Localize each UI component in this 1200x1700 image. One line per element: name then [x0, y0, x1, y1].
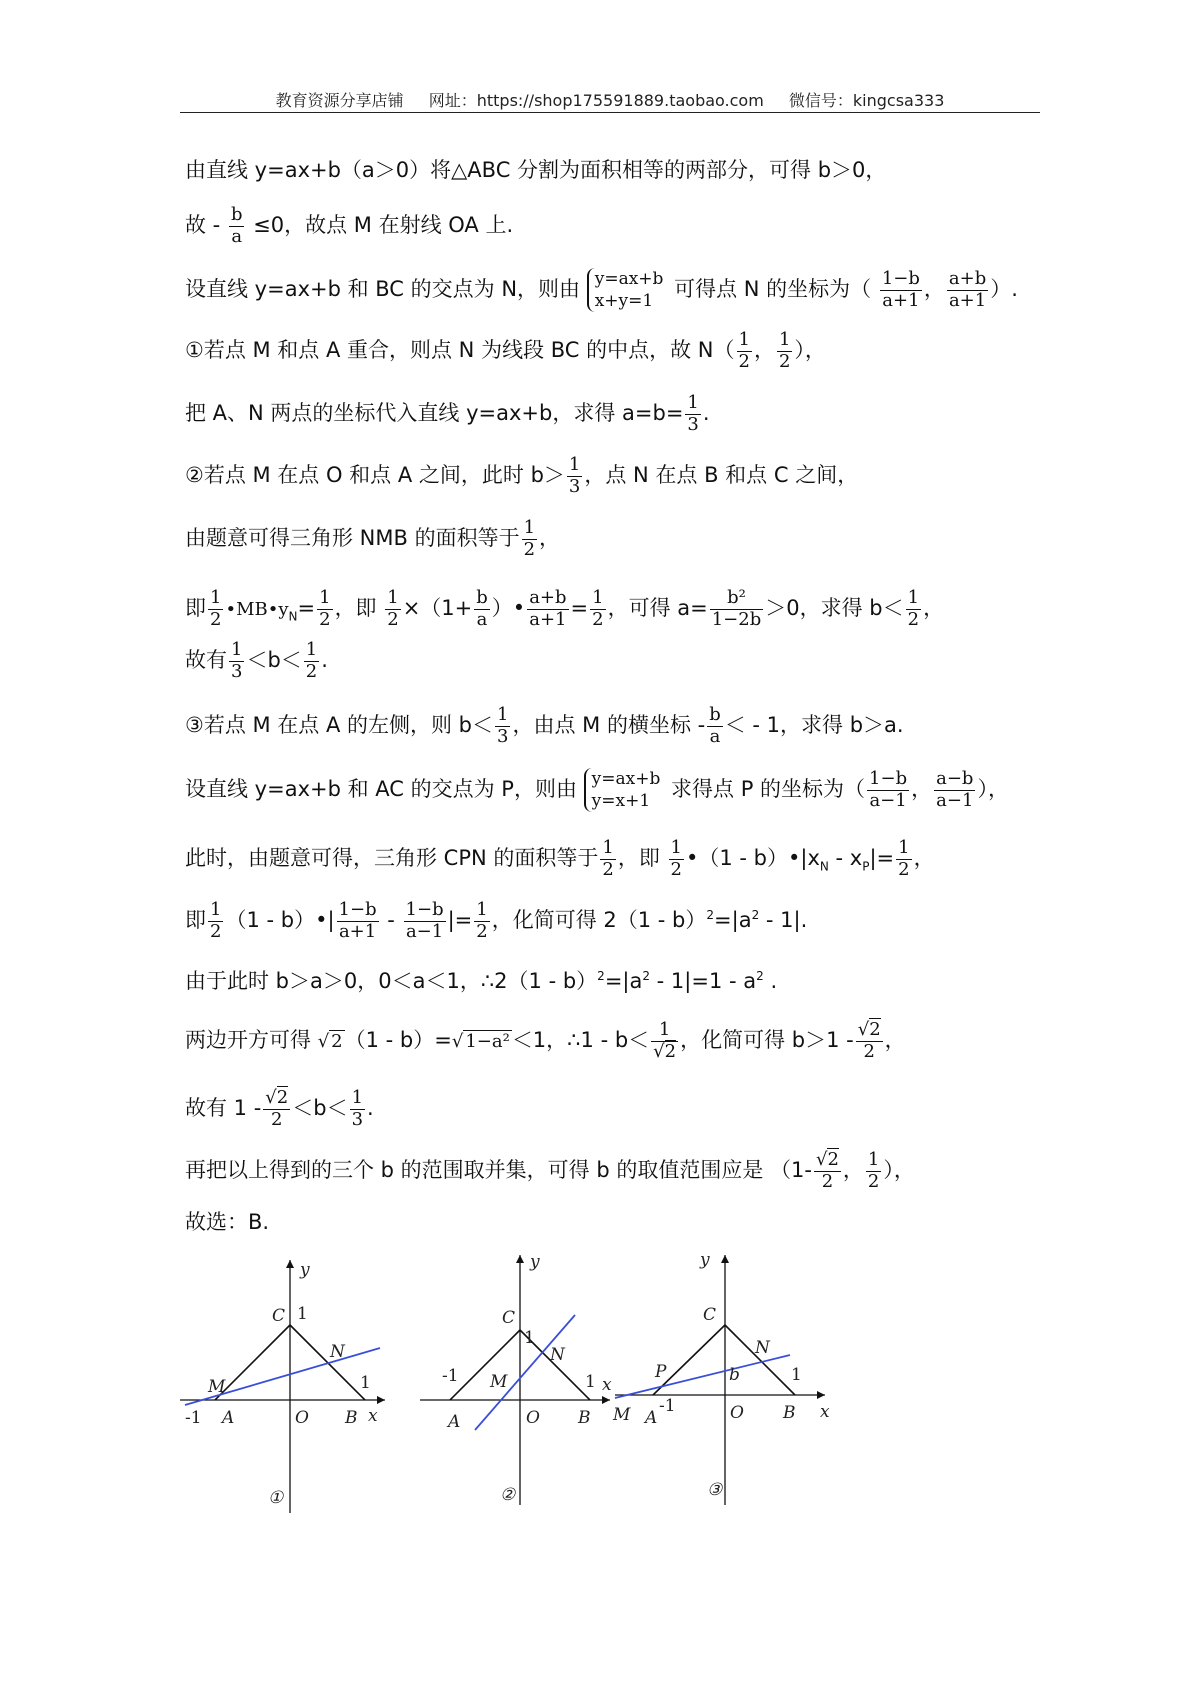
fraction-P-x: $\frac{1-b}{a-1}$ — [869, 767, 908, 811]
sqrt-2: √ 2 — [317, 1031, 343, 1053]
axis-label-x: x — [368, 1406, 378, 1426]
fraction-sqrt2-over-2: $\frac{√2}{2}$ — [265, 1087, 289, 1130]
line-text: 故 - — [185, 213, 221, 238]
line-text: ＜b＜ — [246, 648, 302, 673]
text-line-13 — [185, 900, 807, 942]
x-axis-arrow — [377, 1396, 385, 1404]
fraction-half: $\frac{1}{2}$ — [738, 329, 750, 372]
fraction-half: $\frac{1}{2}$ — [319, 587, 331, 630]
subscript: N — [288, 609, 298, 624]
header-divider — [180, 112, 1040, 113]
figure-2-svg — [420, 1252, 640, 1525]
figure-1 — [180, 1255, 400, 1530]
line-text: |= — [447, 908, 473, 933]
tick-label: 1 — [585, 1372, 596, 1392]
fraction-N-x: $\frac{1-b}{a+1}$ — [881, 267, 920, 311]
fraction-b-over-a: $\frac{b}{a}$ — [230, 204, 243, 247]
figure-1-svg — [180, 1255, 400, 1525]
point-label-O: O — [526, 1408, 540, 1428]
text-line-10 — [185, 705, 904, 747]
point-label-M: M — [490, 1372, 508, 1392]
line-text: . — [763, 969, 778, 993]
line-text: ，由点 M 的横坐标 - — [512, 713, 706, 738]
line-text: ×（1+ — [402, 596, 473, 621]
axis-label-y: y — [300, 1260, 310, 1280]
fraction-half: $\frac{1}{2}$ — [476, 899, 488, 942]
wechat-id: 微信号：kingcsa333 — [788, 91, 945, 110]
line-text: . — [321, 648, 328, 673]
line-text: ）， — [977, 777, 1009, 802]
text-line-6 — [185, 455, 858, 497]
line-text: =|a — [604, 969, 643, 993]
line-text: ＜b＜ — [292, 1096, 348, 1121]
fraction-half: $\frac{1}{2}$ — [867, 1149, 880, 1192]
line-text: 即 — [185, 596, 206, 621]
line-text: ）， — [883, 1158, 915, 1183]
tick-label: -1 — [659, 1396, 676, 1416]
line-text: 故选：B. — [185, 1210, 270, 1234]
line-text: 两边开方可得 — [185, 1028, 311, 1053]
line-text: 由题意可得三角形 NMB 的面积等于 — [185, 526, 520, 551]
sqrt-1-minus-a2: √ 1−a² — [451, 1031, 510, 1053]
line-text: ）• — [491, 596, 526, 621]
equation-system-2: y=ax+b y=x+1 — [584, 768, 665, 812]
superscript: 2 — [756, 969, 764, 983]
point-label-C: C — [502, 1308, 516, 1328]
fraction-half: $\frac{1}{2}$ — [210, 587, 222, 630]
fraction-half: $\frac{1}{2}$ — [387, 587, 399, 630]
fraction-1minusb-over-aplus1: $\frac{1-b}{a+1}$ — [338, 899, 377, 942]
fraction-sqrt2-over-2: $\frac{√2}{2}$ — [815, 1149, 839, 1192]
line-text: ，即 — [617, 846, 660, 871]
fraction-half: $\frac{1}{2}$ — [523, 517, 536, 560]
line-text: ，点 N 在点 B 和点 C 之间， — [584, 463, 859, 488]
fraction-1minusb-over-aminus1: $\frac{1-b}{a-1}$ — [405, 899, 444, 942]
axis-label-x: x — [602, 1375, 612, 1395]
point-label-A: A — [448, 1412, 461, 1432]
point-label-B: B — [578, 1408, 591, 1428]
figure-label: ① — [268, 1488, 284, 1508]
text-line-3: 设直线 y=ax+b 和 BC 的交点为 N，则由 y=ax+b x+y=1 可得点 N 的坐标为（ $\frac{1-b}{a+1}$ ， $\frac{a+b}{a+1}$ ）. — [185, 267, 1018, 312]
figure-2 — [420, 1252, 640, 1530]
line-text: . — [702, 401, 710, 426]
line-text: ②若点 M 在点 O 和点 A 之间，此时 b＞ — [185, 463, 565, 488]
page-header — [180, 88, 1040, 111]
line-text: - x — [828, 846, 863, 871]
fraction-half: $\frac{1}{2}$ — [602, 837, 614, 880]
line-text: =|a — [714, 908, 752, 933]
fraction-third: $\frac{1}{3}$ — [231, 639, 243, 682]
text-line-8: 即 $\frac{1}{2}$ $•MB•y_N=$ $\frac{1}{2}$ ，即 $\frac{1}{2}$ ×（1+ $\frac{b}{a}$ ）• $\frac{a+b}{a+1}$ = $\frac{1}{2}$ ，可得 a= $\frac{\text{b²}}{1-2b}$ ＞0，求得 b＜ $\frac{1}{2}$ ， — [185, 587, 945, 630]
line-text: |= — [869, 846, 895, 871]
text-line-4: ①若点 M 和点 A 重合，则点 N 为线段 BC 的中点，故 N（ $\frac{1}{2}$ ， $\frac{1}{2}$ ）， — [185, 329, 826, 372]
point-label-P: P — [655, 1362, 667, 1382]
line-text: ①若点 M 和点 A 重合，则点 N 为线段 BC 的中点，故 N（ — [185, 338, 735, 363]
fraction-half: $\frac{1}{2}$ — [898, 837, 910, 880]
text-line-11: 设直线 y=ax+b 和 AC 的交点为 P，则由 y=ax+b y=x+1 求得点 P 的坐标为（ $\frac{1-b}{a-1}$ ， $\frac{a-b}{a-1}$ ）， — [185, 767, 1009, 812]
line-text: . — [367, 1096, 374, 1121]
x-axis-arrow — [602, 1396, 610, 1404]
line-text: （1 - b）•| — [225, 908, 335, 933]
text-line-9 — [185, 640, 328, 682]
line-text: ＜ - 1，求得 b＞a. — [724, 713, 904, 738]
fraction-third: $\frac{1}{3}$ — [687, 392, 699, 435]
line-text: ， — [923, 596, 945, 621]
y-axis-arrow — [721, 1255, 729, 1263]
shop-name: 教育资源分享店铺 — [275, 91, 404, 110]
line-text: 求得点 P 的坐标为（ — [671, 777, 866, 802]
point-label-A: A — [645, 1408, 658, 1428]
line-text: 此时，由题意可得，三角形 CPN 的面积等于 — [185, 846, 599, 871]
line-text: ）. — [990, 277, 1018, 302]
fraction-1-over-sqrt2: $\frac{1}{√2}$ — [653, 1019, 677, 1062]
segment-AC — [653, 1325, 725, 1395]
line-text: ， — [913, 846, 935, 871]
segment-AC — [215, 1325, 290, 1400]
superscript: 2 — [597, 969, 605, 983]
line-text: ，化简可得 2（1 - b） — [491, 908, 707, 933]
line-text: ， — [884, 1028, 906, 1053]
line-text: 设直线 y=ax+b 和 AC 的交点为 P，则由 — [185, 777, 577, 802]
line-text: •MB•y — [225, 599, 289, 621]
equation-system-1: y=ax+b x+y=1 — [587, 268, 668, 312]
point-label-C: C — [703, 1305, 717, 1325]
point-label-O: O — [730, 1403, 744, 1423]
text-line-14 — [185, 970, 777, 992]
fraction-P-y: $\frac{a-b}{a-1}$ — [936, 767, 974, 811]
fraction-b-over-a: $\frac{b}{a}$ — [476, 587, 488, 630]
figures-row — [180, 1250, 940, 1525]
subscript: N — [819, 859, 829, 874]
fraction-third: $\frac{1}{3}$ — [568, 454, 581, 497]
fraction-b2-over-1minus2b: $\frac{\text{b²}}{1-2b}$ — [711, 587, 762, 630]
superscript: 2 — [751, 908, 760, 923]
tick-label: 1 — [297, 1304, 308, 1324]
line-text: ， — [539, 526, 561, 551]
text-line-2 — [185, 205, 513, 247]
figure-label: ② — [500, 1485, 516, 1505]
line-text: - — [380, 908, 402, 933]
tick-label: -1 — [185, 1408, 202, 1428]
line-text: ＜1，∴1 - b＜ — [511, 1028, 650, 1053]
figure-3 — [613, 1250, 845, 1530]
fraction-half: $\frac{1}{2}$ — [592, 587, 604, 630]
line-text: 把 A、N 两点的坐标代入直线 y=ax+b，求得 a=b= — [185, 401, 684, 426]
point-label-A: A — [222, 1408, 235, 1428]
text-line-17 — [185, 1150, 915, 1192]
point-label-N: N — [550, 1345, 565, 1365]
text-line-16 — [185, 1088, 374, 1130]
text-line-5 — [185, 393, 710, 435]
fraction-half: $\frac{1}{2}$ — [670, 837, 682, 880]
axis-label-y: y — [530, 1252, 540, 1272]
line-text: - 1|. — [759, 908, 808, 933]
axis-label-y: y — [700, 1250, 710, 1270]
text-line-12 — [185, 838, 935, 880]
text-line-18 — [185, 1212, 269, 1233]
line-text: ≤0，故点 M 在射线 OA 上. — [253, 213, 514, 238]
subscript: P — [862, 859, 870, 874]
y-axis-arrow — [516, 1255, 524, 1263]
line-text: ＞0，求得 b＜ — [765, 596, 904, 621]
intercept-label-b: b — [729, 1365, 740, 1385]
line-text: 即 — [185, 908, 206, 933]
line-text: 由于此时 b＞a＞0，0＜a＜1，∴2（1 - b） — [185, 969, 598, 993]
tick-label: -1 — [442, 1366, 459, 1386]
line-text: ， — [842, 1158, 864, 1183]
tick-label: 1 — [791, 1365, 802, 1385]
line-text: - 1|=1 - a — [650, 969, 757, 993]
tick-label: 1 — [524, 1328, 535, 1348]
fraction-half: $\frac{1}{2}$ — [210, 899, 222, 942]
fraction-half: $\frac{1}{2}$ — [907, 587, 920, 630]
line-text: 再把以上得到的三个 b 的范围取并集，可得 b 的取值范围应是 （1- — [185, 1158, 812, 1183]
fraction-b-over-a: $\frac{b}{a}$ — [709, 704, 721, 747]
point-label-M: M — [613, 1405, 631, 1425]
fraction-third: $\frac{1}{3}$ — [497, 704, 509, 747]
line-text: 可得点 N 的坐标为（ — [674, 277, 872, 302]
point-label-O: O — [295, 1408, 309, 1428]
blue-line — [615, 1355, 790, 1398]
figure-3-svg — [613, 1250, 845, 1525]
point-label-B: B — [345, 1408, 358, 1428]
line-text: 由直线 y=ax+b（a＞0）将△ABC 分割为面积相等的两部分，可得 b＞0， — [185, 158, 887, 182]
line-text: ，可得 a= — [607, 596, 708, 621]
point-label-N: N — [755, 1338, 770, 1358]
line-text: 设直线 y=ax+b 和 BC 的交点为 N，则由 — [185, 277, 581, 302]
text-line-15 — [185, 1020, 906, 1062]
fraction-sqrt2-over-2: $\frac{√2}{2}$ — [857, 1019, 881, 1062]
line-text: （1 - b）= — [344, 1028, 452, 1053]
text-line-1 — [185, 160, 886, 181]
text-line-7 — [185, 518, 560, 560]
line-text: ③若点 M 在点 A 的左侧，则 b＜ — [185, 713, 494, 738]
line-text: ）， — [794, 338, 826, 363]
line-text: ，即 — [334, 596, 377, 621]
point-label-N: N — [330, 1342, 345, 1362]
fraction-aplusb-over-aplus1: $\frac{a+b}{a+1}$ — [529, 587, 567, 630]
line-text: •（1 - b）•|x — [685, 846, 820, 871]
axis-label-x: x — [820, 1402, 830, 1422]
figure-label: ③ — [707, 1480, 723, 1500]
x-axis-arrow — [817, 1391, 825, 1399]
point-label-M: M — [208, 1377, 226, 1397]
tick-label: 1 — [360, 1373, 371, 1393]
line-text: ，化简可得 b＞1 - — [680, 1028, 854, 1053]
point-label-B: B — [783, 1403, 796, 1423]
point-label-C: C — [272, 1306, 286, 1326]
superscript: 2 — [706, 908, 715, 923]
fraction-half: $\frac{1}{2}$ — [778, 329, 791, 372]
shop-url: 网址：https://shop175591889.taobao.com — [428, 91, 764, 110]
line-text: 故有 — [185, 648, 227, 673]
superscript: 2 — [642, 969, 650, 983]
y-axis-arrow — [286, 1260, 294, 1268]
fraction-third: $\frac{1}{3}$ — [351, 1087, 364, 1130]
line-text: 故有 1 - — [185, 1096, 262, 1121]
fraction-half: $\frac{1}{2}$ — [305, 639, 318, 682]
fraction-N-y: $\frac{a+b}{a+1}$ — [948, 267, 987, 311]
